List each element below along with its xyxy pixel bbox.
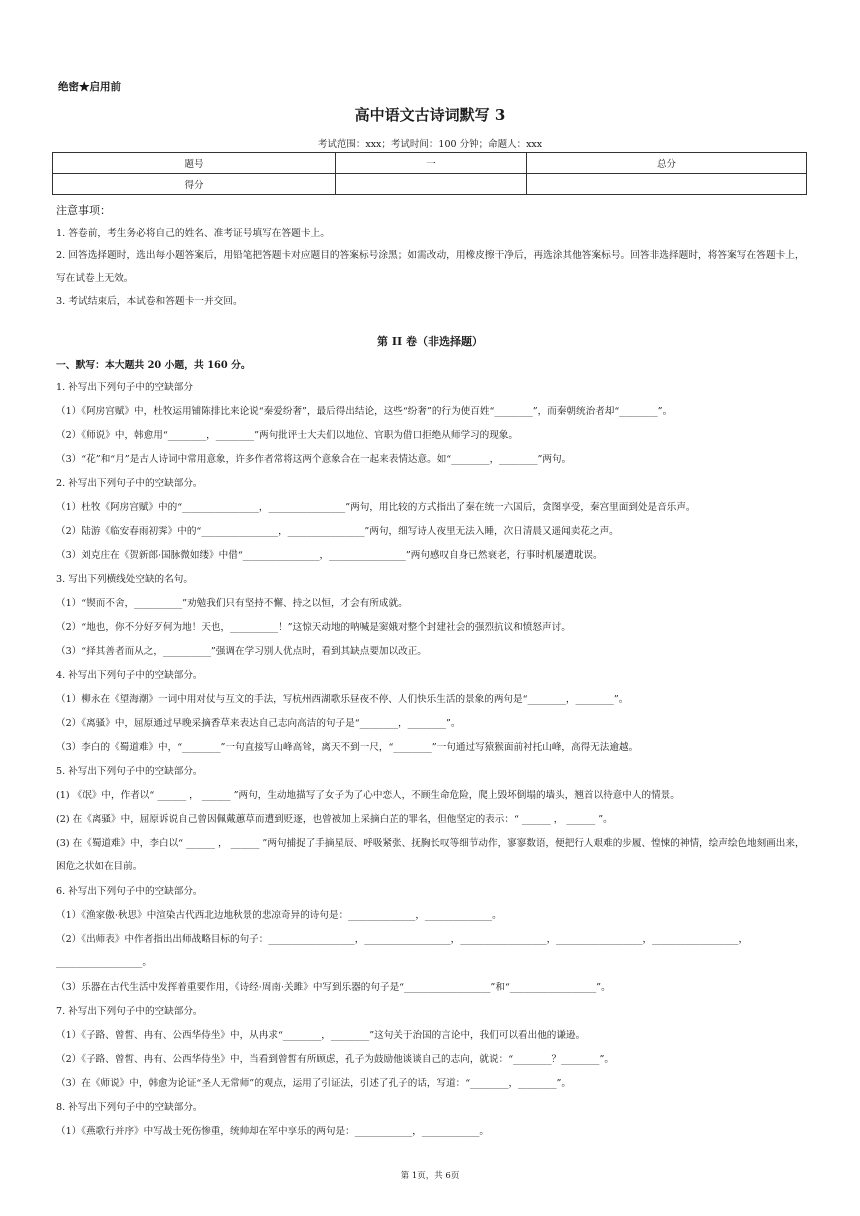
question-line: （2）《出师表》中作者指出出师战略目标的句子：__________________，__________________，__________________，__________________，__________________，__________________。 (56, 934, 749, 968)
question-line: （1）柳永在《望海潮》一词中用对仗与互文的手法，写杭州西湖歌乐昼夜不停、人们快乐生活的景象的两句是“________，________”。 (56, 694, 629, 705)
score-table-row (53, 174, 807, 195)
table-cell: 一 (336, 153, 527, 174)
section-title: 第 II 卷（非选择题） (377, 335, 483, 348)
page-title: 高中语文古诗词默写 3 (354, 106, 506, 124)
table-cell: 题号 (53, 153, 336, 174)
question-line: 2. 补写出下列句子中的空缺部分。 (56, 478, 203, 489)
question-line: （2）“地也，你不分好歹何为地！天也，__________！”这惊天动地的呐喊是窦娥对整个封建社会的强烈抗议和愤怒声讨。 (56, 622, 571, 633)
note-item: 3. 考试结束后，本试卷和答题卡一并交回。 (56, 296, 243, 307)
question-line: （3）在《师说》中，韩愈为论证“圣人无常师”的观点，运用了引证法，引述了孔子的话，写道：“________，________”。 (56, 1078, 572, 1089)
note-item: 2. 回答选择题时，选出每小题答案后，用铅笔把答题卡对应题目的答案标号涂黑；如需改动，用橡皮擦干净后，再选涂其他答案标号。回答非选择题时，将答案写在答题卡上，写在试卷上无效。 (56, 250, 805, 284)
question-line: （1）“锲而不舍，__________”劝勉我们只有坚持不懈、持之以恒，才会有所成就。 (56, 598, 408, 609)
table-cell: 得分 (53, 174, 336, 195)
question-line: （1）杜牧《阿房宫赋》中的“________________，________________”两句，用比较的方式指出了秦在统一六国后，贪图享受，秦宫里面到处是音乐声。 (56, 502, 696, 513)
score-table (52, 152, 807, 195)
question-line: （1）《燕歌行并序》中写战士死伤惨重，统帅却在军中享乐的两句是：____________，____________。 (56, 1126, 490, 1137)
part-title: 一、默写：本大题共 20 小题，共 160 分。 (56, 360, 251, 371)
question-line: 4. 补写出下列句子中的空缺部分。 (56, 670, 203, 681)
secret-label: 绝密★启用前 (58, 81, 121, 93)
question-line: (2) 在《离骚》中，屈原诉说自己曾因佩戴蕙草而遭到贬逐，也曾被加上采摘白芷的罪名，但他坚定的表示：“ ______ ， ______ ”。 (56, 814, 613, 825)
question-line: （3）李白的《蜀道难》中，“________”一句直接写山峰高耸，离天不到一尺，“________”一句通过写猿猴面前衬托山峰，高得无法逾越。 (56, 742, 639, 753)
question-line: （1）《阿房宫赋》中，杜牧运用铺陈排比来论说“秦爱纷奢”，最后得出结论，这些“纷奢”的行为使百姓“________”，而秦朝统治者却“________”。 (56, 406, 673, 417)
question-line: （3）“花”和“月”是古人诗词中常用意象，许多作者常将这两个意象合在一起来表情达意。如“________，________”两句。 (56, 454, 572, 465)
question-line: （1）《渔家傲·秋思》中渲染古代西北边地秋景的悲凉奇异的诗句是：______________，______________。 (56, 910, 502, 921)
exam-meta: 考试范围：xxx；考试时间：100 分钟；命题人：xxx (317, 139, 543, 150)
notes-title: 注意事项： (56, 204, 111, 217)
question-line: 7. 补写出下列句子中的空缺部分。 (56, 1006, 203, 1017)
question-line: 6. 补写出下列句子中的空缺部分。 (56, 886, 203, 897)
question-line: （3）乐器在古代生活中发挥着重要作用，《诗经·周南·关雎》中写到乐器的句子是“__________________”和“__________________”。 (56, 982, 611, 993)
question-line: （2）《子路、曾皙、冉有、公西华侍坐》中，当看到曾皙有所顾虑，孔子为鼓励他谈谈自己的志向，就说：“________？________”。 (56, 1054, 614, 1065)
question-line: 5. 补写出下列句子中的空缺部分。 (56, 766, 203, 777)
question-line: 8. 补写出下列句子中的空缺部分。 (56, 1102, 203, 1113)
score-input-cell[interactable] (336, 174, 527, 195)
question-line: （2）《离骚》中，屈原通过早晚采摘香草来表达自己志向高洁的句子是“________，________”。 (56, 718, 461, 729)
question-line: （2）《师说》中，韩愈用“________，________”两句批评士大夫们以地位、官职为借口拒绝从师学习的现象。 (56, 430, 519, 441)
page-footer: 第 1页，共 6页 (400, 1171, 460, 1181)
question-line: 1. 补写出下列句子中的空缺部分 (56, 382, 193, 393)
question-line: （3）“择其善者而从之，__________”强调在学习别人优点时，看到其缺点要加以改正。 (56, 646, 427, 657)
question-line: （3）刘克庄在《贺新郎·国脉微如缕》中借“________________，________________”两句感叹自身已然衰老，行事时机屡遭耽误。 (56, 550, 603, 561)
question-line: （1）《子路、曾皙、冉有、公西华侍坐》中，从冉求“________，________”这句关于治国的言论中，我们可以看出他的谦逊。 (56, 1030, 586, 1041)
question-line: (1) 《氓》中，作者以“ ______ ， ______ ”两句，生动地描写了女子为了心中恋人，不顾生命危险，爬上毁坏倒塌的墙头，翘首以待意中人的情景。 (56, 790, 680, 801)
total-input-cell[interactable] (527, 174, 807, 195)
score-table-row (53, 153, 807, 174)
question-line: （2）陆游《临安春雨初霁》中的“________________，________________”两句，细写诗人夜里无法入睡，次日清晨又遥闻卖花之声。 (56, 526, 619, 537)
question-line: 3. 写出下列横线处空缺的名句。 (56, 574, 193, 585)
question-line: (3) 在《蜀道难》中，李白以“ ______ ， ______ ”两句捕捉了手摘星辰、呼吸紧张、抚胸长叹等细节动作，寥寥数语，便把行人艰难的步履、惶悚的神情，绘声绘色地刻画出来，困危之状如在目前。 (56, 838, 805, 872)
note-item: 1. 答卷前，考生务必将自己的姓名、准考证号填写在答题卡上。 (56, 228, 330, 239)
table-cell: 总分 (527, 153, 807, 174)
